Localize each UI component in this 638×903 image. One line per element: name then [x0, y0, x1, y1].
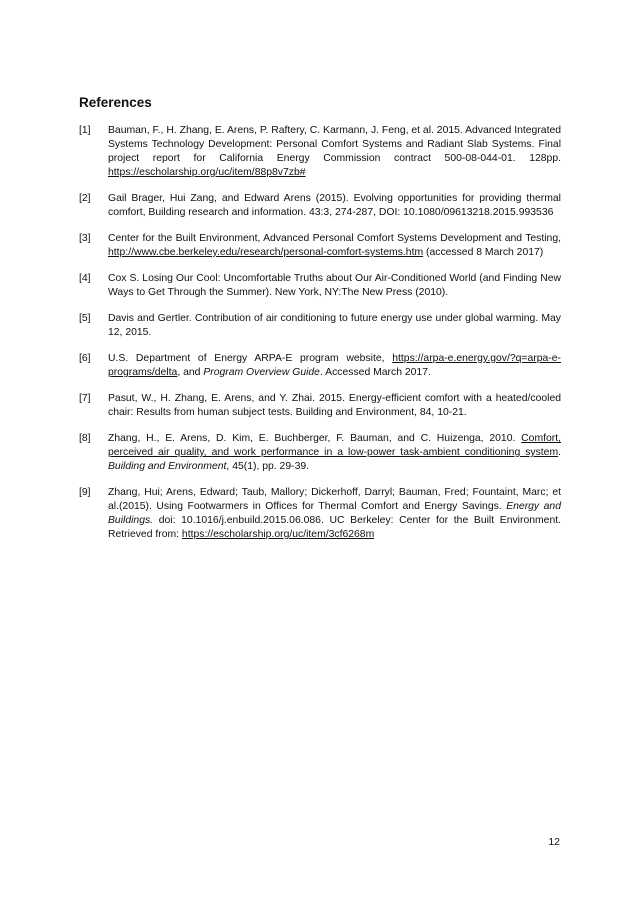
reference-text-segment: Davis and Gertler. Contribution of air conditioning to future energy use under global warming. May 12, 2015.: [108, 313, 561, 338]
reference-text-segment: U.S. Department of Energy ARPA-E program website,: [108, 353, 393, 364]
reference-list: [79, 124, 561, 554]
reference-text-segment: (accessed 8 March 2017): [423, 247, 544, 258]
reference-text: [108, 232, 561, 260]
reference-number: [9]: [79, 487, 91, 498]
reference-link[interactable]: Comfort, perceived air quality, and work performance in a low-power task-ambient conditioning system: [108, 433, 561, 458]
reference-text: [108, 352, 561, 380]
reference-text-segment: . Accessed March 2017.: [319, 367, 431, 378]
reference-text: [108, 192, 561, 220]
reference-item: [79, 272, 561, 300]
reference-text: [108, 432, 561, 474]
reference-text-segment: Zhang, Hui; Arens, Edward; Taub, Mallory; Dickerhoff, Darryl; Bauman, Fred; Fountaint, Marc; et al.(2015). Using Footwarmers in Offices for Thermal Comfort and Energy Savings.: [108, 487, 561, 512]
reference-number: [4]: [79, 273, 91, 284]
reference-text-segment: , 45(1), pp. 29-39.: [226, 461, 310, 472]
reference-text-segment: , and: [177, 367, 204, 378]
reference-item: [79, 486, 561, 542]
reference-text-segment: Bauman, F., H. Zhang, E. Arens, P. Raftery, C. Karmann, J. Feng, et al. 2015. Advanced Integrated Systems Technology Development: Personal Comfort Systems and Radiant Slab Systems. Final project report for California Energy Commission contract 500-08-044-01. 128pp.: [108, 125, 562, 164]
reference-number: [3]: [79, 233, 91, 244]
reference-number: [2]: [79, 193, 91, 204]
reference-item: [79, 192, 561, 220]
reference-text-segment: Cox S. Losing Our Cool: Uncomfortable Truths about Our Air-Conditioned World (and Finding New Ways to Get Through the Summer). New York, NY:The New Press (2010).: [108, 273, 561, 298]
reference-item: [79, 392, 561, 420]
reference-link[interactable]: https://escholarship.org/uc/item/88p8v7zb#: [108, 167, 306, 178]
reference-text: [108, 124, 561, 180]
reference-link[interactable]: http://www.cbe.berkeley.edu/research/personal-comfort-systems.htm: [108, 247, 424, 258]
reference-item: [79, 352, 561, 380]
reference-link[interactable]: https://escholarship.org/uc/item/3cf6268m: [181, 529, 375, 540]
reference-text: [108, 272, 561, 300]
reference-item: [79, 312, 561, 340]
references-heading: References: [79, 95, 152, 110]
reference-text: [108, 486, 561, 542]
reference-link[interactable]: https://arpa-e.energy.gov/?q=arpa-e-programs/delta: [108, 353, 561, 378]
reference-item: [79, 232, 561, 260]
reference-text-segment: Gail Brager, Hui Zang, and Edward Arens (2015). Evolving opportunities for providing thermal comfort, Building research and information. 43:3, 274-287, DOI: 10.1080/09613218.2015.993536: [108, 193, 561, 218]
reference-text-segment: Pasut, W., H. Zhang, E. Arens, and Y. Zhai. 2015. Energy-efficient comfort with a heated/cooled chair: Results from human subject tests. Building and Environment, 84, 10-21.: [108, 393, 561, 418]
reference-number: [8]: [79, 433, 91, 444]
reference-number: [6]: [79, 353, 91, 364]
reference-text-segment: doi: 10.1016/j.enbuild.2015.06.086. UC Berkeley: Center for the Built Environment. Retrieved from:: [108, 515, 561, 540]
reference-text: [108, 392, 561, 420]
reference-number: [1]: [79, 125, 91, 136]
reference-item: [79, 432, 561, 474]
reference-item: [79, 124, 561, 180]
reference-text: [108, 312, 561, 340]
reference-text-segment: .: [558, 447, 561, 458]
reference-text-segment: Zhang, H., E. Arens, D. Kim, E. Buchberger, F. Bauman, and C. Huizenga, 2010.: [108, 433, 522, 444]
reference-italic-text: Energy and Buildings.: [108, 501, 561, 526]
reference-number: [5]: [79, 313, 91, 324]
reference-italic-text: Program Overview Guide: [203, 367, 320, 378]
page-number: 12: [548, 836, 560, 848]
reference-italic-text: Building and Environment: [108, 461, 227, 472]
reference-text-segment: Center for the Built Environment, Advanced Personal Comfort Systems Development and Testing,: [108, 233, 561, 244]
reference-number: [7]: [79, 393, 91, 404]
